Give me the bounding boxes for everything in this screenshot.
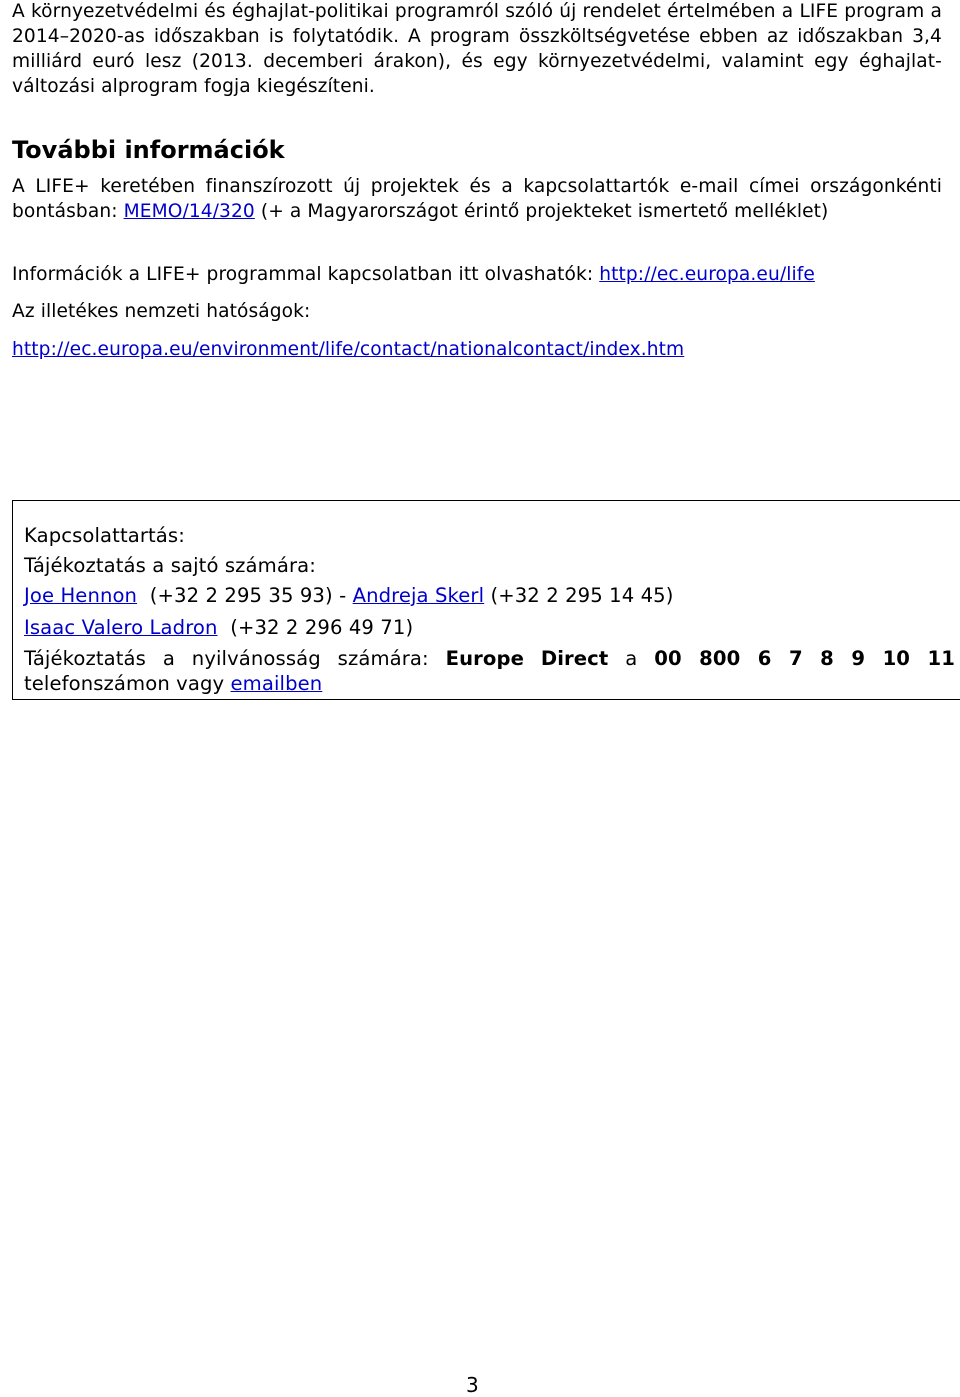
projects-paragraph — [12, 174, 942, 224]
public-word-4: számára: — [337, 647, 429, 670]
public-info-line — [24, 646, 955, 671]
press-label: Tájékoztatás a sajtó számára: — [24, 554, 316, 577]
public-word-2: a — [162, 647, 175, 670]
memo-link[interactable]: MEMO/14/320 — [123, 201, 255, 222]
press-contacts-line-2 — [24, 615, 955, 640]
public-a: a — [625, 647, 638, 670]
national-authorities-label: Az illetékes nemzeti hatóságok: — [12, 301, 311, 322]
email-link[interactable]: emailben — [230, 672, 323, 695]
public-word-1: Tájékoztatás — [24, 647, 146, 670]
europe-direct-number: 00 800 6 7 8 9 10 11 — [654, 647, 955, 670]
isaac-valero-ladron-phone: (+32 2 296 49 71) — [230, 616, 414, 639]
direct-text: Direct — [540, 647, 609, 670]
projects-text-after: (+ a Magyarországot érintő projekteket ismertető melléklet) — [254, 201, 829, 222]
andreja-skerl-phone: (+32 2 295 14 45) — [490, 584, 674, 607]
contact-box — [12, 500, 960, 700]
section-heading: További információk — [12, 136, 285, 164]
public-info-line-2 — [24, 671, 955, 696]
press-contacts-line-1 — [24, 583, 955, 608]
public-word-3: nyilvánosság — [191, 647, 321, 670]
intro-paragraph: A környezetvédelmi és éghajlat-politikai programról szóló új rendelet értelmében a LIFE program a 2014–2020-as időszakban is folytatódik. A program összköltségvetése ebben az időszakban 3,4 milliárd euró lesz (2013. decemberi árakon), és egy környezetvédelmi, valamint egy éghajlat-változási alprogram fogja kiegészíteni. — [12, 1, 942, 97]
europe-text: Europe — [445, 647, 524, 670]
andreja-skerl-link[interactable]: Andreja Skerl — [352, 584, 485, 607]
projects-text-before: A LIFE+ keretében finanszírozott új projektek és a kapcsolattartók e-mail címei országonkénti bontásban: — [12, 176, 942, 222]
contact-title: Kapcsolattartás: — [24, 524, 185, 547]
national-contact-link[interactable]: http://ec.europa.eu/environment/life/contact/nationalcontact/index.htm — [12, 339, 685, 360]
page-number: 3 — [466, 1373, 479, 1397]
isaac-valero-ladron-link[interactable]: Isaac Valero Ladron — [24, 616, 218, 639]
life-link[interactable]: http://ec.europa.eu/life — [599, 264, 815, 285]
life-info-text: Információk a LIFE+ programmal kapcsolatban itt olvashatók: — [12, 264, 600, 285]
joe-hennon-link[interactable]: Joe Hennon — [24, 584, 138, 607]
joe-hennon-phone: (+32 2 295 35 93) - — [149, 584, 353, 607]
public-line2-text: telefonszámon vagy — [24, 672, 231, 695]
life-info-line — [12, 262, 942, 287]
national-contact-line — [12, 337, 942, 362]
